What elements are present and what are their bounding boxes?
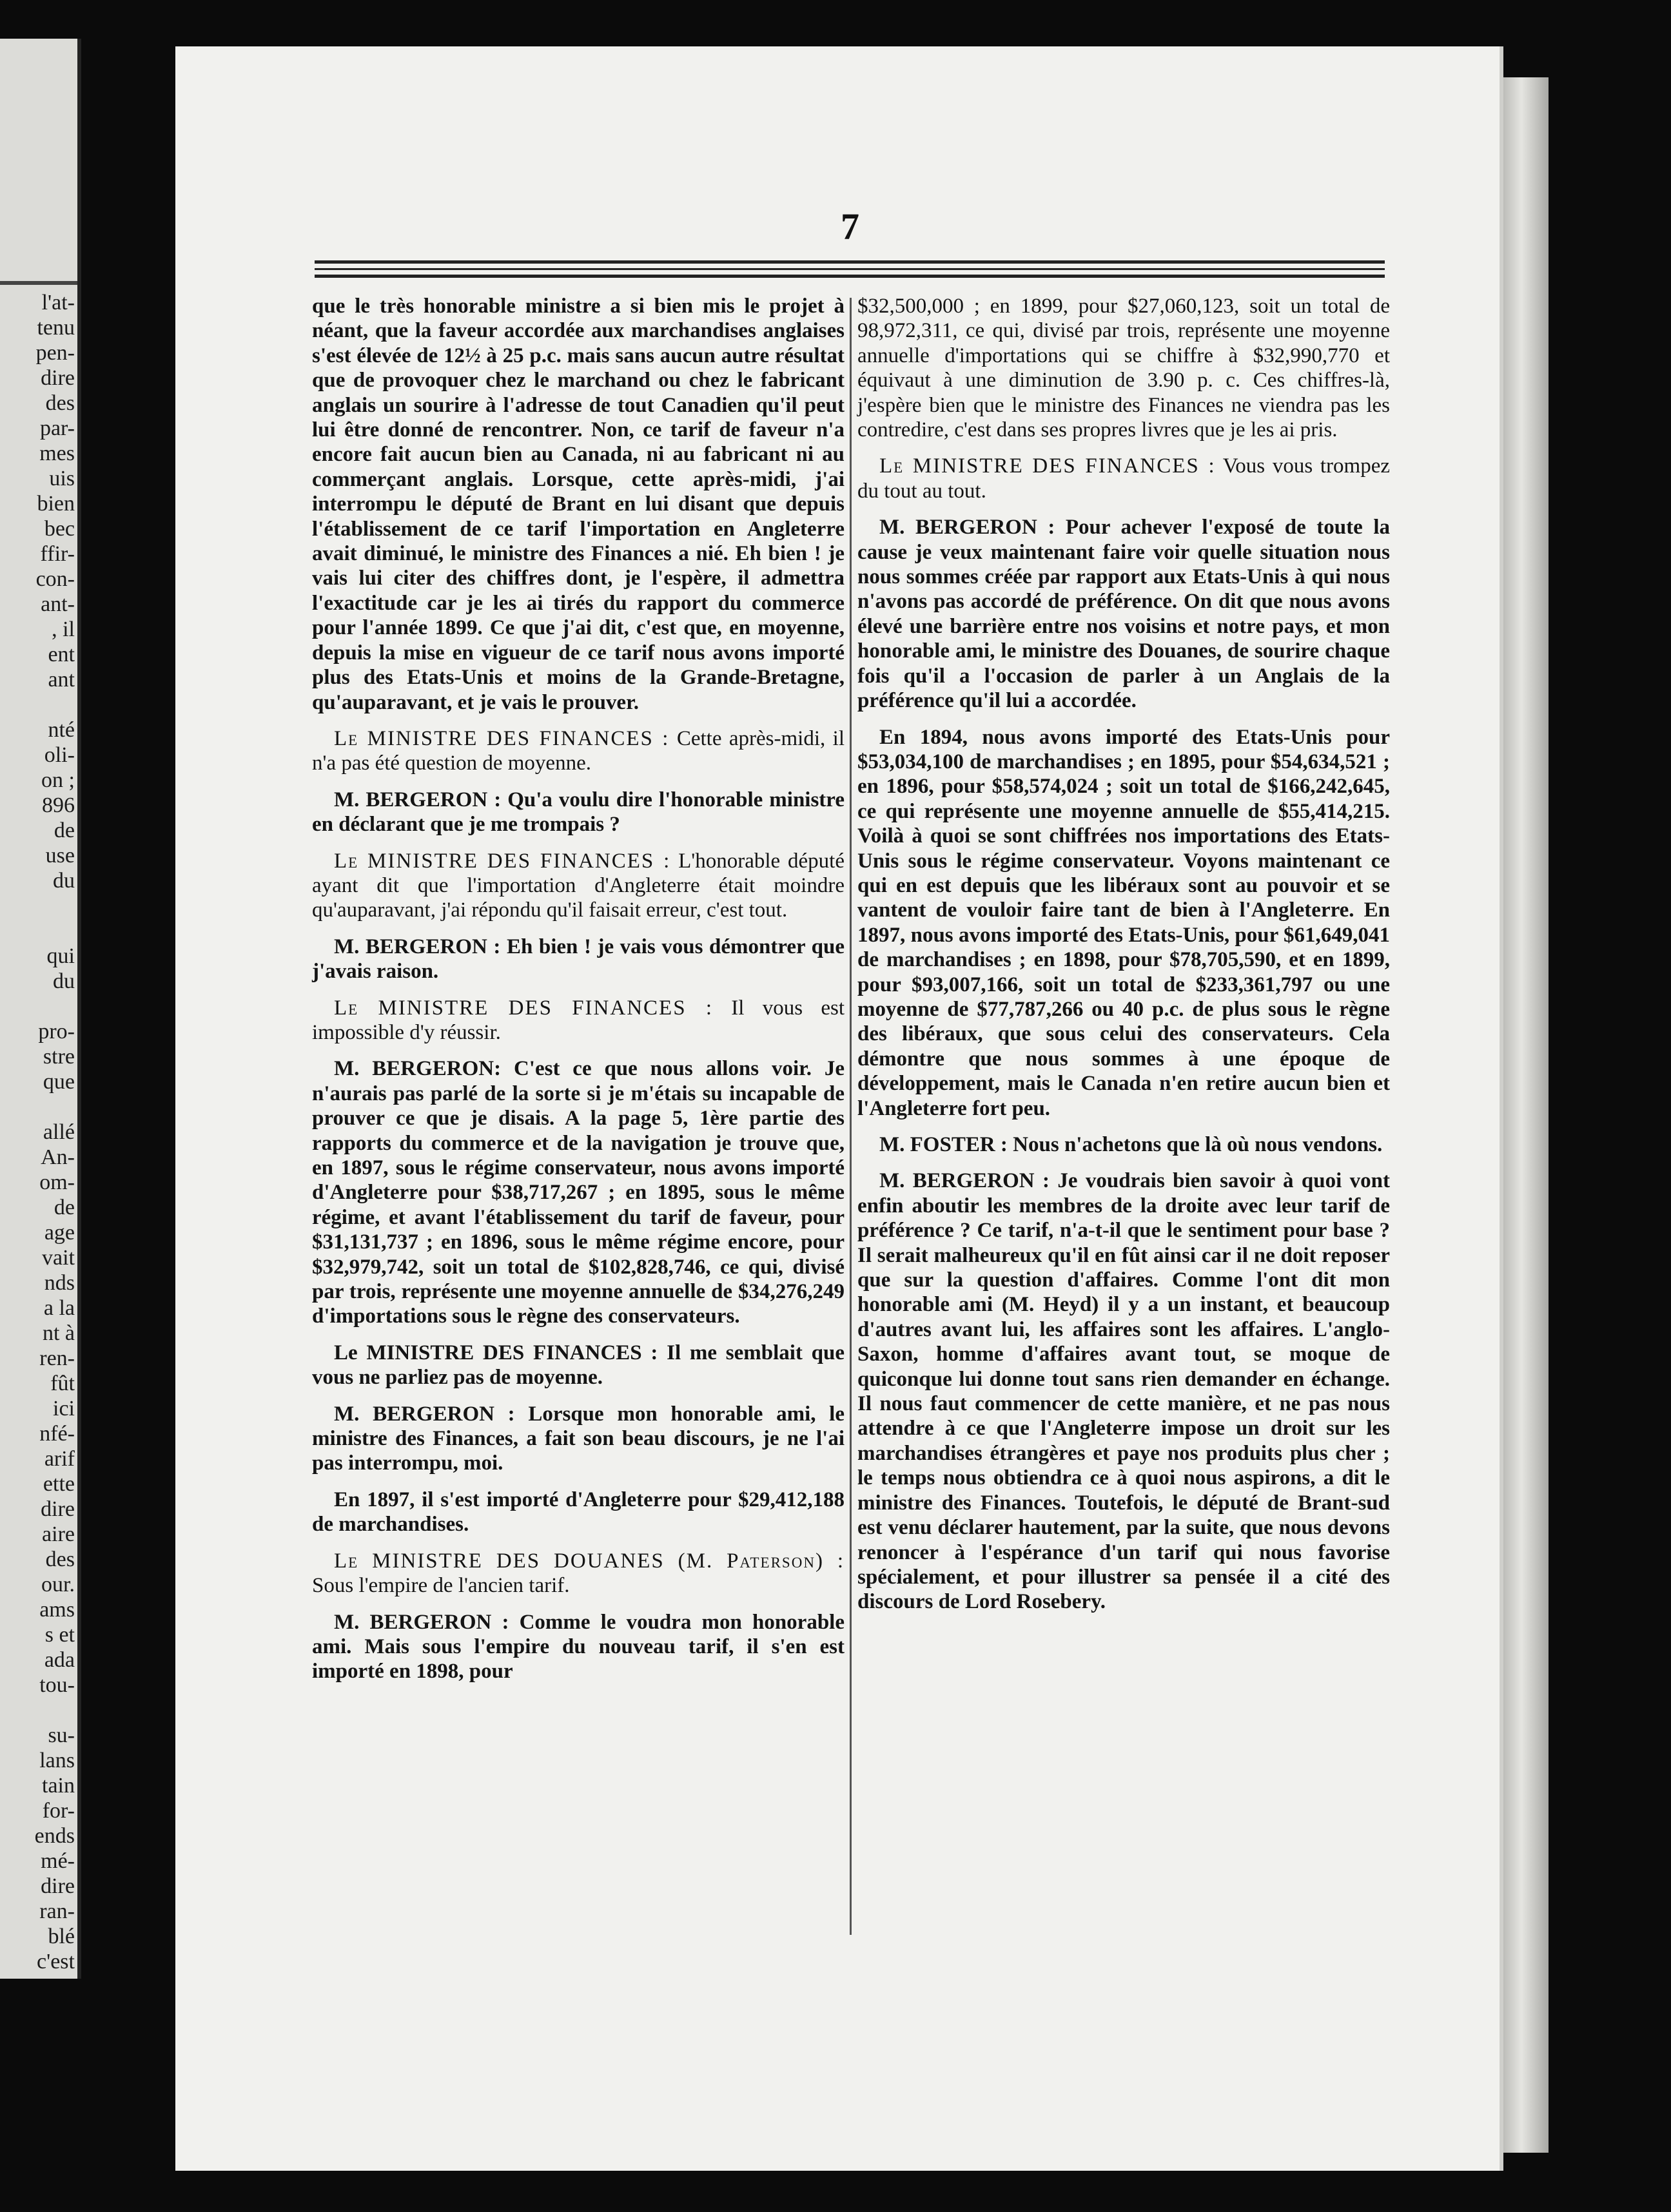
adjacent-page-line: allé	[43, 1120, 75, 1144]
adjacent-page-line: our.	[41, 1573, 75, 1596]
adjacent-page-line: fût	[50, 1372, 75, 1395]
adjacent-page-line: aire	[42, 1522, 75, 1546]
adjacent-page-line: on ;	[41, 768, 75, 792]
adjacent-page-line: nté	[48, 718, 75, 742]
adjacent-page-line	[0, 994, 77, 1019]
paragraph	[857, 294, 1390, 442]
adjacent-page-line: nfé-	[39, 1422, 75, 1446]
page-edge	[1503, 77, 1549, 2153]
adjacent-page-line: par-	[39, 416, 75, 440]
adjacent-page-line: l'at-	[41, 291, 75, 315]
adjacent-page-line: ams	[39, 1598, 75, 1622]
adjacent-page-line: om-	[39, 1170, 75, 1194]
adjacent-page-line: arif	[44, 1447, 75, 1471]
adjacent-page-line: ant	[48, 668, 75, 692]
adjacent-page-text	[0, 290, 77, 1974]
adjacent-page-line: dire	[41, 1874, 75, 1898]
paragraph	[312, 935, 845, 984]
adjacent-page-line: blé	[48, 1925, 75, 1948]
adjacent-page-line: pro-	[38, 1020, 75, 1043]
paragraph	[312, 849, 845, 923]
speaker-name: M. BERGERON :	[879, 1169, 1050, 1193]
adjacent-page-line: bien	[37, 492, 75, 516]
paragraph	[312, 726, 845, 776]
paragraph	[857, 515, 1390, 713]
paragraph	[312, 1549, 845, 1598]
speaker-name: Le MINISTRE DES FINANCES :	[334, 1341, 658, 1364]
paragraph	[312, 788, 845, 837]
adjacent-page-line: du	[53, 969, 75, 993]
paragraph	[312, 1488, 845, 1537]
paragraph	[312, 1056, 845, 1328]
paragraph-text: Sous l'empire de l'ancien tarif.	[312, 1574, 570, 1598]
adjacent-page-line	[0, 1094, 77, 1120]
paragraph-text: Il vous est impossible d'y réussir.	[312, 996, 845, 1044]
paragraph-text: Cette après-midi, il n'a pas été question de moyenne.	[312, 726, 845, 775]
adjacent-page-line: de	[54, 1196, 75, 1219]
adjacent-page-line: mé-	[41, 1849, 75, 1873]
adjacent-page-line: 896	[42, 793, 75, 817]
paragraph-text: Vous vous trompez du tout au tout.	[857, 454, 1390, 503]
paragraph-text: C'est ce que nous allons voir. Je n'aurais pas parlé de la sorte si je m'étais su incapable de prouver ce que je disais. A la page 5, 1ère partie des rapports du commerce et de la navigation je trouve que, en 1897, sous le régime conservateur, nous avons importé d'Angleterre pour $38,717,267 ; en 1895, sous le même régime, et avant l'établissement du tarif de faveur, pour $31,131,737 ; en 1896, sous le même régime encore, pour $32,979,742, soit un total de $102,828,746, ce qui, divisé par trois, représente une moyenne annuelle de $34,276,249 d'importations sous le règne des conservateurs.	[312, 1057, 845, 1328]
adjacent-page-line: tenu	[37, 316, 75, 340]
adjacent-page-line: ant-	[41, 592, 75, 616]
speaker-name: M. FOSTER :	[879, 1133, 1008, 1156]
adjacent-page-line: lans	[39, 1749, 75, 1772]
paragraph-text: $32,500,000 ; en 1899, pour $27,060,123, soit un total de 98,972,311, ce qui, divisé par trois, représente une moyenne annuelle d'importations qui se chiffre à $32,990,770 et équivaut à une diminution de 3.90 p. c. Ces chiffres-là, j'espère bien que le ministre des Finances ne viendra pas les contredire, c'est dans ses propres livres que je les ai pris.	[857, 295, 1390, 442]
header-rule-middle	[315, 268, 1385, 270]
adjacent-page-line: vait	[42, 1246, 75, 1270]
speaker-name: M. BERGERON :	[334, 1610, 509, 1634]
speaker-name: Le MINISTRE DES FINANCES :	[334, 996, 713, 1020]
adjacent-page-line: tou-	[39, 1673, 75, 1697]
adjacent-page-line: stre	[43, 1045, 75, 1069]
speaker-name: M. BERGERON :	[334, 1402, 515, 1426]
adjacent-page-line: de	[54, 819, 75, 842]
adjacent-page-line: use	[45, 844, 75, 868]
paragraph-text: Nous n'achetons que là où nous vendons.	[1013, 1133, 1383, 1156]
adjacent-page-line: des	[45, 391, 75, 415]
left-column	[312, 294, 845, 1684]
adjacent-page-line: a la	[43, 1296, 75, 1320]
adjacent-page-line: for-	[42, 1799, 75, 1823]
adjacent-page-line: ren-	[39, 1346, 75, 1370]
paragraph-text: Qu'a voulu dire l'honorable ministre en déclarant que je me trompais ?	[312, 788, 845, 837]
adjacent-page-line: con-	[35, 567, 75, 591]
speaker-name: M. BERGERON :	[334, 935, 501, 958]
paragraph-text: En 1894, nous avons importé des Etats-Unis pour $53,034,100 de marchandises ; en 1895, pour $54,634,521 ; en 1896, pour $58,574,024 ; soit un total de $166,242,645, ce qui représente une moyenne annuelle de $55,414,215. Voilà à quoi se sont chiffrées nos importations des Etats-Unis sous le régime conservateur. Voyons maintenant ce qui en est depuis que les libéraux sont au pouvoir et se vantent de vouloir faire tant de bien à l'Angleterre. En 1897, nous avons importé des Etats-Unis, pour $61,649,041 de marchandises ; en 1898, pour $78,705,590, et en 1899, pour $93,007,166, soit un total de $233,361,797 ou une moyenne de $77,787,266 ou 40 p.c. de plus sous le règne des libéraux, que sous celui des conservateurs. Cela démontre que nous sommes à une époque de développement, mais le Canada n'en retire aucun bien et l'Angleterre fort peu.	[857, 725, 1390, 1120]
paragraph	[857, 1132, 1390, 1157]
adjacent-page-line: pen-	[35, 341, 75, 365]
paragraph	[312, 1402, 845, 1476]
adjacent-page-line: bec	[44, 517, 75, 541]
adjacent-page-line: s et	[44, 1623, 75, 1647]
adjacent-page-line: su-	[48, 1723, 75, 1747]
speaker-name: Le MINISTRE DES FINANCES :	[334, 849, 671, 873]
paragraph	[312, 1610, 845, 1684]
adjacent-page-rule	[0, 281, 77, 285]
adjacent-page-line: dire	[41, 1497, 75, 1521]
adjacent-page-line: des	[45, 1547, 75, 1571]
paragraph-text: que le très honorable ministre a si bien mis le projet à néant, que la faveur accordée aux marchandises anglaises s'est élevée de 12½ à 25 p.c. mais sans aucun autre résultat que de provoquer chez le marchand ou chez le fabricant anglais un sourire à l'adresse de tout Canadien qu'il peut lui être donné de rencontrer. Non, ce tarif de faveur n'a encore fait aucun bien au Canada, ni au fabricant ni au commerçant anglais. Lorsque, cette après-midi, j'ai interrompu le député de Brant en lui disant que depuis l'établissement de ce tarif l'importation en Angleterre avait diminué, le ministre des Finances a nié. Eh bien ! je vais lui citer des chiffres dont, je l'espère, il admettra l'exactitude car je les ai tirés du rapport du commerce pour l'année 1899. Ce que j'ai dit, c'est que, en moyenne, depuis la mise en vigueur de ce tarif nous avons importé plus des Etats-Unis et moins de la Grande-Bretagne, qu'auparavant, et je vais le prouver.	[312, 295, 845, 714]
right-column	[857, 294, 1390, 1615]
paragraph-text: En 1897, il s'est importé d'Angleterre pour $29,412,188 de marchandises.	[312, 1488, 845, 1537]
paragraph	[857, 1169, 1390, 1614]
adjacent-page-line: ent	[48, 643, 75, 666]
page-number: 7	[841, 206, 859, 247]
adjacent-page-line	[0, 918, 77, 944]
paragraph	[312, 1341, 845, 1390]
adjacent-page-line: nt à	[42, 1321, 75, 1345]
column-divider	[850, 298, 852, 1935]
adjacent-page-line: que	[43, 1070, 75, 1094]
adjacent-page-line: ada	[44, 1648, 75, 1672]
speaker-name: Le MINISTRE DES FINANCES :	[334, 726, 670, 750]
header-rule-bottom	[315, 275, 1385, 278]
adjacent-page-line: age	[44, 1221, 75, 1245]
speaker-name: M. BERGERON:	[334, 1057, 502, 1081]
speaker-name: M. BERGERON :	[879, 516, 1055, 539]
paragraph-text: Il me semblait que vous ne parliez pas de moyenne.	[312, 1341, 845, 1390]
adjacent-page-line: ici	[53, 1397, 75, 1421]
adjacent-page-line	[0, 692, 77, 717]
adjacent-page-line: ends	[34, 1824, 75, 1848]
adjacent-page-line: c'est	[37, 1950, 75, 1974]
paragraph-text: L'honorable député ayant dit que l'importation d'Angleterre était moindre qu'auparavant, j'ai répondu qu'il faisait erreur, c'est tout.	[312, 849, 845, 922]
adjacent-page-line: , il	[52, 617, 75, 641]
paragraph-text: Eh bien ! je vais vous démontrer que j'avais raison.	[312, 935, 845, 984]
paragraph	[312, 294, 845, 715]
adjacent-page-line: ffir-	[40, 542, 75, 566]
adjacent-page-fragment	[0, 39, 81, 1979]
paragraph	[312, 996, 845, 1045]
adjacent-page-line	[0, 1698, 77, 1723]
adjacent-page-line: ran-	[39, 1899, 75, 1923]
speaker-name: Le MINISTRE DES DOUANES (M. Paterson) :	[334, 1549, 845, 1573]
adjacent-page-line: uis	[49, 467, 75, 490]
adjacent-page-line: mes	[39, 441, 75, 465]
speaker-name: M. BERGERON :	[334, 788, 502, 811]
paragraph	[857, 725, 1390, 1121]
adjacent-page-line: oli-	[44, 743, 75, 767]
speaker-name: Le MINISTRE DES FINANCES :	[879, 454, 1216, 478]
header-rule-top	[315, 260, 1385, 264]
paragraph-text: Comme le voudra mon honorable ami. Mais sous l'empire du nouveau tarif, il s'en est importé en 1898, pour	[312, 1610, 845, 1683]
adjacent-page-line: du	[53, 869, 75, 893]
paragraph-text: Pour achever l'exposé de toute la cause je veux maintenant faire voir quelle situation nous nous sommes créée par rapport aux Etats-Unis à qui nous n'avons pas accordé de préférence. On dit que nous avons élevé une barrière entre nos voisins et notre pays, et mon honorable ami, le ministre des Douanes, de sourire chaque fois qu'il a l'occasion de parler à un Anglais de la préférence qu'il lui a accordée.	[857, 516, 1390, 713]
adjacent-page-line: An-	[41, 1145, 75, 1169]
adjacent-page-line: qui	[46, 944, 75, 968]
adjacent-page-line: ette	[43, 1472, 75, 1496]
adjacent-page-line	[0, 893, 77, 918]
adjacent-page-line: tain	[42, 1774, 75, 1798]
paragraph-text: Lorsque mon honorable ami, le ministre des Finances, a fait son beau discours, je ne l'ai pas interrompu, moi.	[312, 1402, 845, 1475]
paragraph	[857, 454, 1390, 503]
paragraph-text: Je voudrais bien savoir à quoi vont enfin aboutir les membres de la droite avec leur tarif de préférence ? Ce tarif, n'a-t-il que le sentiment pour base ? Il serait malheureux qu'il en fût ainsi car il ne doit reposer que sur la question d'affaires. Comme l'ont dit mon honorable ami (M. Heyd) il y a un instant, et beaucoup d'autres avant lui, les affaires sont les affaires. L'anglo-Saxon, homme d'affaires avant tout, se moque de quiconque lui donne tout sans rien demander en échange. Il nous faut commencer de cette manière, et ne pas nous attendre à ce que l'Angleterre impose un droit sur les marchandises étrangères et paye nos produits plus cher ; le temps nous obtiendra ce à quoi nous aspirons, a dit le ministre des Finances. Toutefois, le député de Brant-sud est venu déclarer hautement, par la suite, que nous devons renoncer à l'espérance d'un tarif qui nous favorise spécialement, et pour illustrer sa pensée il a cité des discours de Lord Rosebery.	[857, 1169, 1391, 1614]
adjacent-page-line: dire	[41, 366, 75, 390]
adjacent-page-line: nds	[44, 1271, 75, 1295]
